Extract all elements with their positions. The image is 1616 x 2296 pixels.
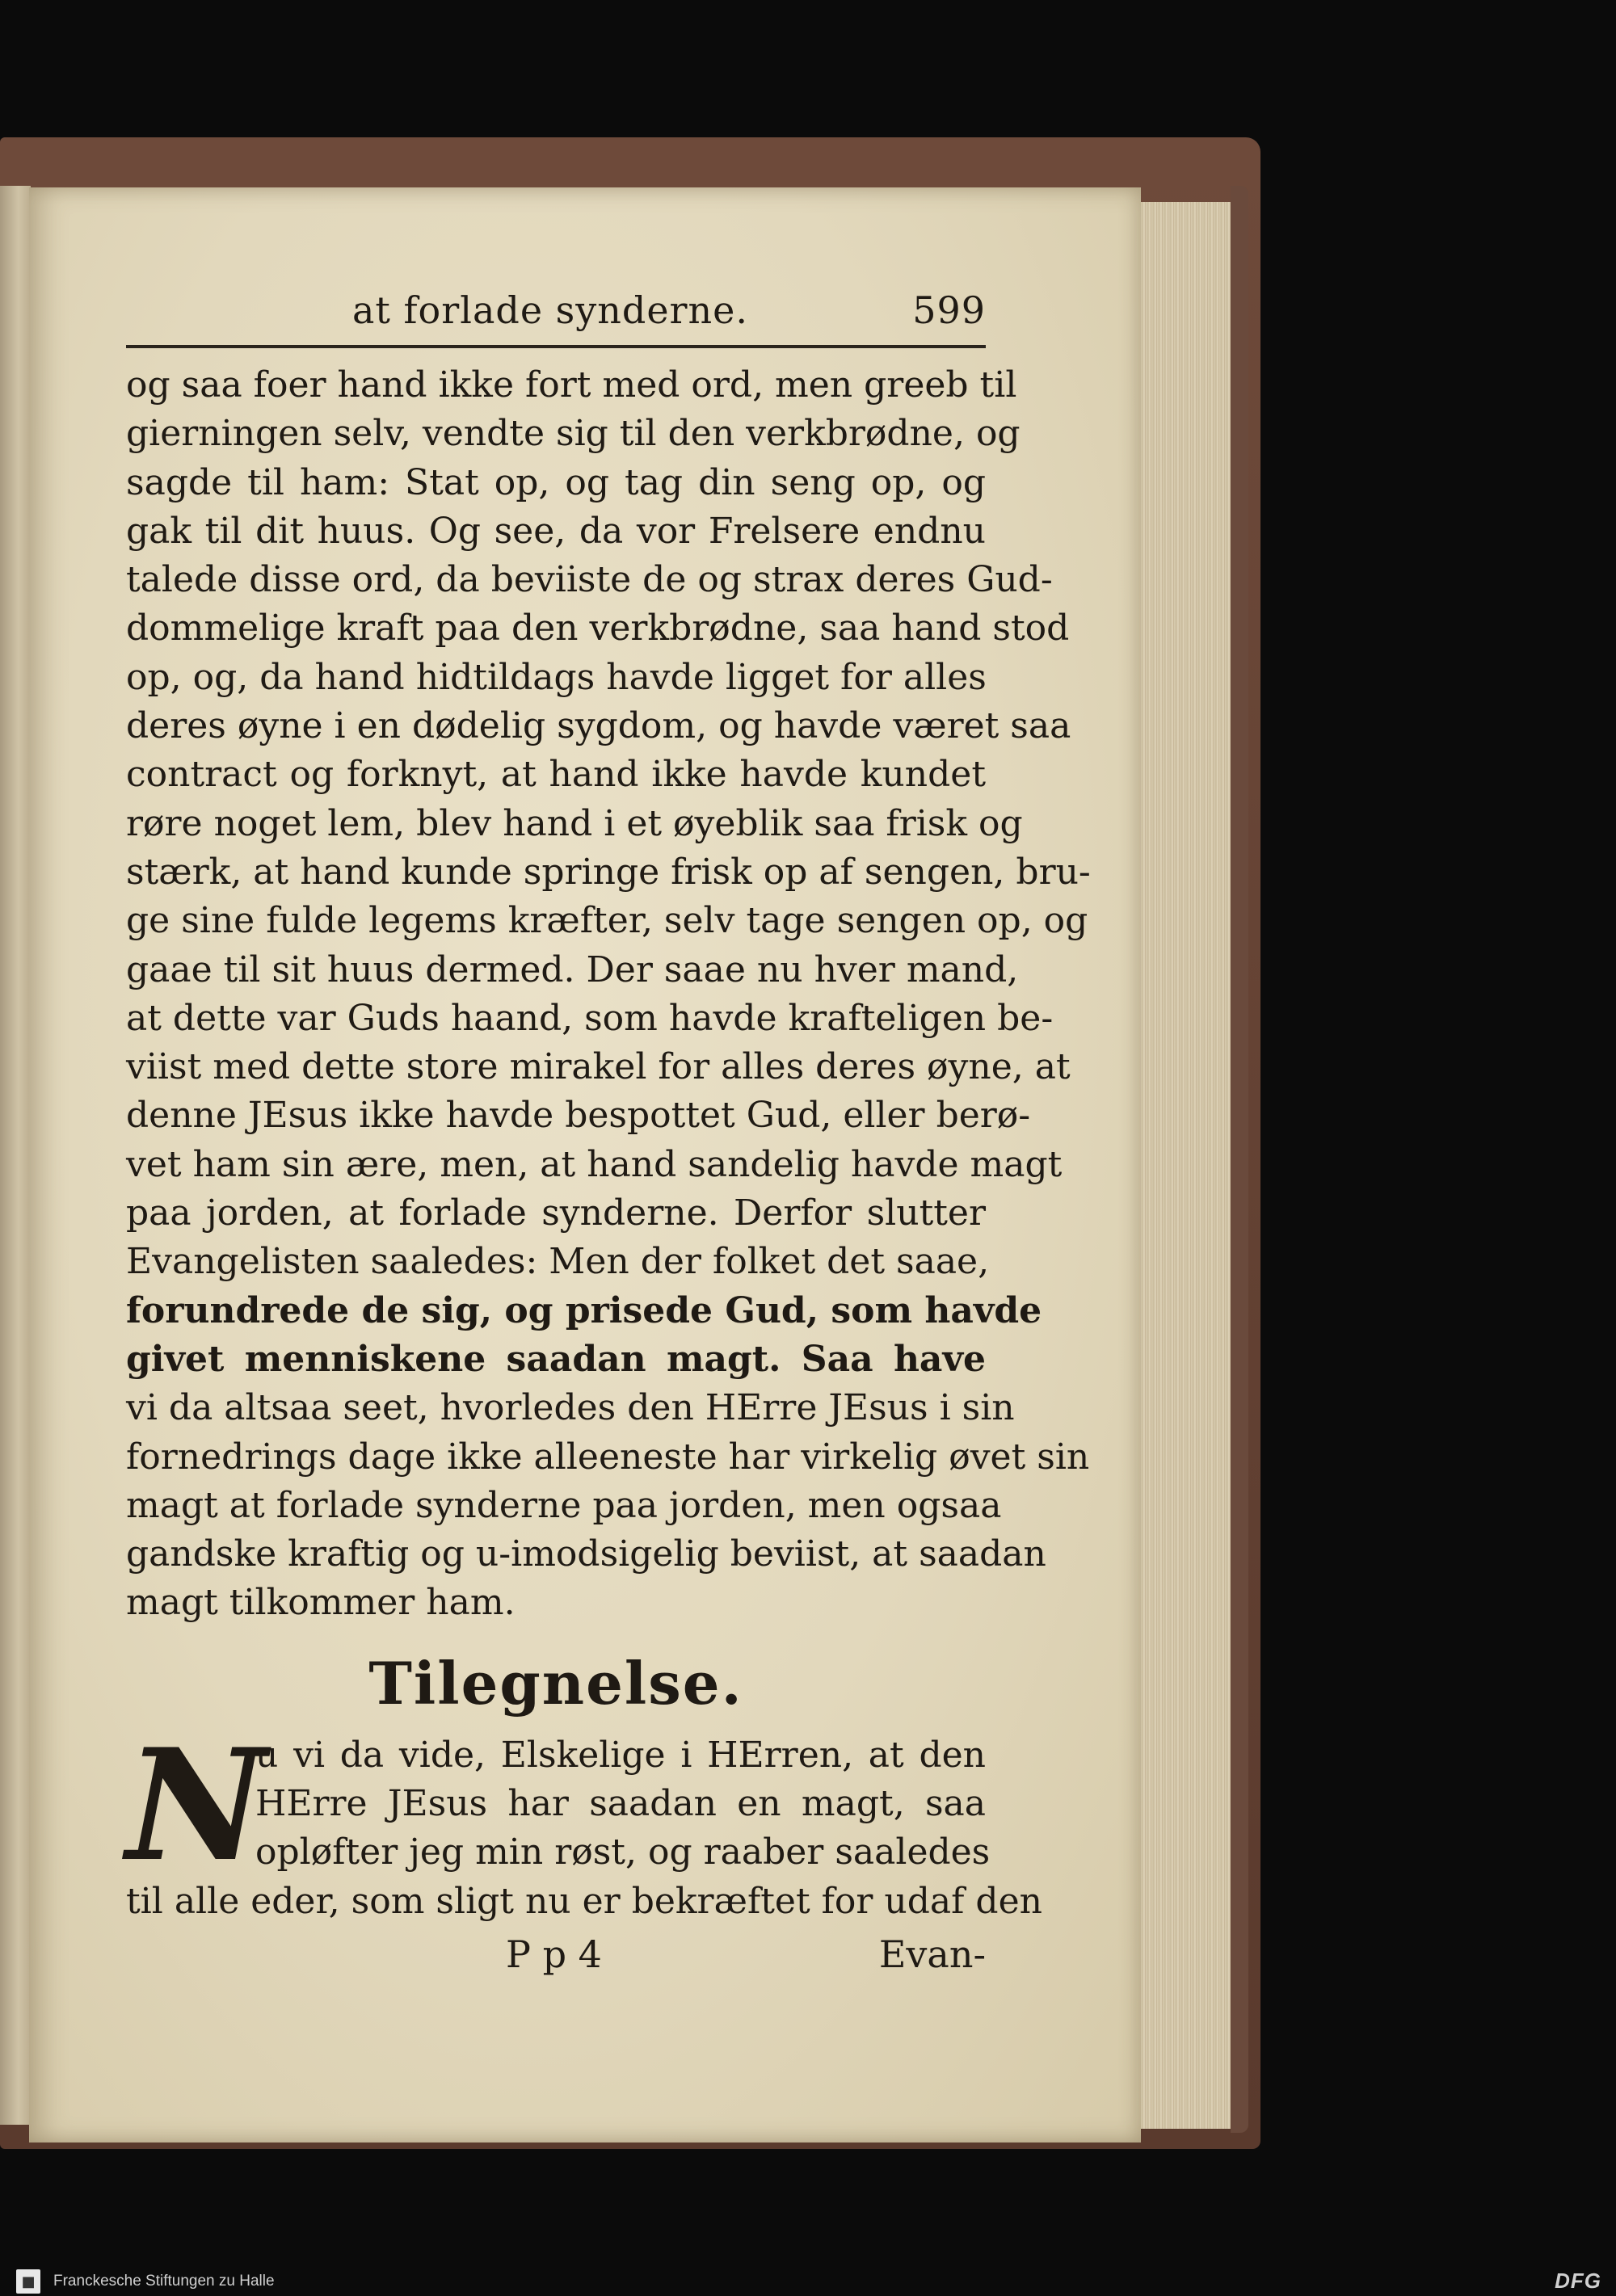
text-line: u vi da vide, Elskelige i HErren, at den	[255, 1734, 986, 1776]
text-line: gandske kraftig og u-imodsigelig beviist, at saadan	[126, 1533, 1046, 1575]
text-line: denne JEsus ikke havde bespottet Gud, eller berø-	[126, 1095, 1031, 1137]
text-line: contract og forknyt, at hand ikke havde kundet	[126, 754, 986, 796]
left-page-edge	[0, 186, 31, 2125]
initial-paragraph	[126, 1714, 1042, 1926]
text-line: dommelige kraft paa den verkbrødne, saa hand stod	[126, 608, 1070, 650]
section-heading: Tilegnelse.	[368, 1648, 743, 1718]
text-line: gak til dit huus. Og see, da vor Frelsere endnu	[126, 510, 986, 552]
text-line-emphasis: forundrede de sig, og prisede Gud, som havde	[126, 1289, 1042, 1331]
text-line: og saa foer hand ikke fort med ord, men greeb til	[126, 364, 1017, 406]
text-line: HErre JEsus har saadan en magt, saa	[255, 1783, 986, 1825]
text-line: vi da altsaa seet, hvorledes den HErre JEsus i sin	[126, 1387, 1015, 1429]
text-line: opløfter jeg min røst, og raaber saaledes	[255, 1831, 991, 1873]
attribution-bar	[0, 2267, 1616, 2296]
body-text	[126, 361, 1091, 1628]
catchword: Evan-	[878, 1932, 986, 1976]
institution-logo-icon: ■	[16, 2269, 40, 2294]
text-line: talede disse ord, da beviiste de og strax deres Gud-	[126, 559, 1053, 601]
text-line: Evangelisten saaledes: Men der folket det saae,	[126, 1241, 990, 1283]
text-line-emphasis: givet menniskene saadan magt. Saa have	[126, 1338, 986, 1380]
text-line: ge sine fulde legems kræfter, selv tage sengen op, og	[126, 900, 1088, 942]
page-text-block	[126, 287, 1091, 1984]
text-line: stærk, at hand kunde springe frisk op af sengen, bru-	[126, 851, 1091, 893]
text-line: sagde til ham: Stat op, og tag din seng op, og	[126, 461, 986, 503]
page-header	[126, 287, 986, 348]
institution-name: Franckesche Stiftungen zu Halle	[53, 2273, 275, 2290]
page-number: 599	[912, 288, 986, 332]
text-line: deres øyne i en dødelig sygdom, og havde været saa	[126, 705, 1071, 747]
text-line: op, og, da hand hidtildags havde ligget for alles	[126, 656, 987, 698]
text-line: til alle eder, som sligt nu er bekræftet for udaf den	[126, 1880, 1042, 1922]
page-fore-edge	[1138, 202, 1237, 2129]
text-line: magt at forlade synderne paa jorden, men ogsaa	[126, 1484, 1002, 1526]
drop-initial-letter: N	[126, 1714, 267, 1895]
signature-mark: P p 4	[506, 1932, 602, 1976]
text-line: paa jorden, at forlade synderne. Derfor slutter	[126, 1192, 986, 1234]
dfg-logo: DFG	[1555, 2269, 1601, 2293]
text-line: gaae til sit huus dermed. Der saae nu hver mand,	[126, 948, 1019, 990]
text-line: fornedrings dage ikke alleeneste har virkelig øvet sin	[126, 1436, 1090, 1478]
text-line: at dette var Guds haand, som havde krafteligen be-	[126, 997, 1054, 1039]
page-footer	[126, 1932, 986, 1984]
text-line: viist med dette store mirakel for alles deres øyne, at	[126, 1046, 1071, 1088]
text-line: gierningen selv, vendte sig til den verkbrødne, og	[126, 413, 1021, 455]
text-line: vet ham sin ære, men, at hand sandelig havde magt	[126, 1143, 1063, 1185]
text-line: røre noget lem, blev hand i et øyeblik saa frisk og	[126, 802, 1023, 844]
text-line: magt tilkommer ham.	[126, 1582, 516, 1624]
running-head: at forlade synderne.	[352, 288, 749, 332]
